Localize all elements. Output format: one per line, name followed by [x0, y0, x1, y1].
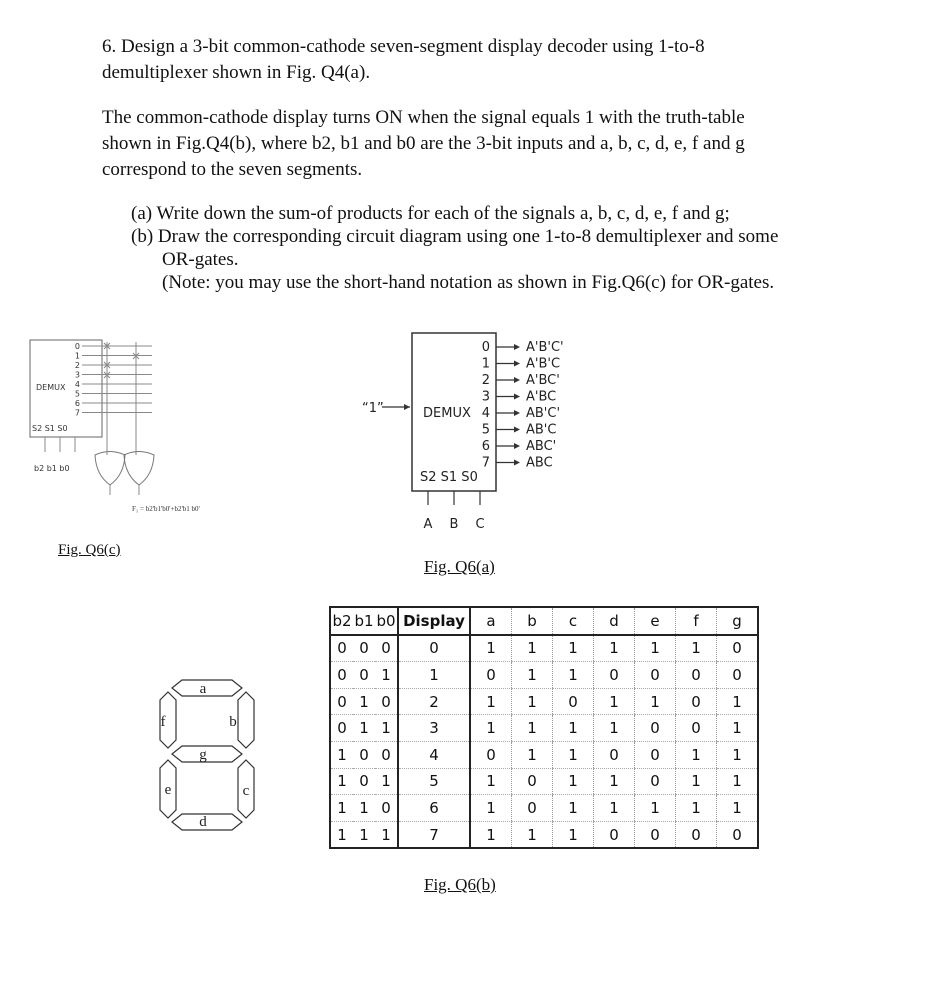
table-cell: 0 — [635, 741, 676, 768]
table-cell: 0 — [717, 821, 759, 848]
table-cell: 6 — [398, 795, 470, 822]
fig-c-demux-label: DEMUX — [36, 383, 66, 392]
header-b: b — [512, 607, 553, 635]
question-line-1: 6. Design a 3-bit common-cathode seven-segment display decoder using 1-to-8 — [102, 36, 705, 57]
fig-c-equation: F₁ = b2'b1'b0'+b2'b1 b0' — [132, 505, 200, 513]
table-cell: 1 — [470, 688, 512, 715]
segment-g — [172, 746, 242, 762]
table-cell: 1 — [353, 821, 375, 848]
table-row — [330, 688, 758, 715]
question-line-4: shown in Fig.Q4(b), where b2, b1 and b0 are the 3-bit inputs and a, b, c, d, e, f and g — [102, 133, 745, 154]
table-cell: 1 — [470, 795, 512, 822]
fig-a-output-term: A'BC — [526, 389, 557, 405]
table-cell: 1 — [330, 741, 353, 768]
segment-label-f: f — [160, 714, 166, 730]
table-cell: 4 — [398, 741, 470, 768]
fig-a-output-number: 6 — [481, 439, 490, 454]
table-cell: 1 — [512, 662, 553, 689]
fig-a-var-a: A — [423, 517, 433, 532]
segment-label-e: e — [164, 782, 172, 798]
table-cell: 0 — [635, 662, 676, 689]
table-cell: 0 — [553, 688, 594, 715]
table-cell: 1 — [717, 715, 759, 742]
table-cell: 1 — [512, 715, 553, 742]
table-cell: 0 — [375, 795, 398, 822]
table-cell: 1 — [717, 795, 759, 822]
fig-a-output-term: AB'C' — [526, 406, 561, 421]
part-b-line-2: OR-gates. — [162, 249, 239, 270]
table-row — [330, 768, 758, 795]
fig-a-output-arrow — [514, 377, 520, 383]
table-cell: 0 — [594, 821, 635, 848]
table-cell: 0 — [512, 768, 553, 795]
table-cell: 1 — [594, 715, 635, 742]
table-cell: 1 — [375, 662, 398, 689]
table-row — [330, 821, 758, 848]
fig-c-output-number: 2 — [74, 361, 80, 370]
table-cell: 1 — [553, 795, 594, 822]
table-cell: 0 — [717, 635, 759, 662]
header-c: c — [553, 607, 594, 635]
table-cell: 1 — [635, 635, 676, 662]
fig-a-output-term: ABC — [526, 455, 553, 471]
fig-c-output-number: 6 — [74, 399, 80, 408]
fig-a-output-number: 7 — [481, 455, 490, 471]
fig-a-output-number: 2 — [481, 373, 490, 388]
segment-d — [172, 814, 242, 830]
segment-label-c: c — [242, 783, 250, 799]
fig-a-output-arrow — [514, 460, 520, 466]
table-cell: 0 — [635, 768, 676, 795]
table-cell: 1 — [553, 741, 594, 768]
table-cell: 1 — [594, 768, 635, 795]
segment-label-b: b — [229, 714, 237, 730]
table-cell: 0 — [330, 715, 353, 742]
fig-a-input-label: “1” — [362, 401, 384, 416]
header-g: g — [717, 607, 759, 635]
table-cell: 0 — [353, 635, 375, 662]
fig-c-output-number: 5 — [74, 389, 80, 399]
table-cell: 1 — [717, 768, 759, 795]
table-cell: 0 — [676, 688, 717, 715]
fig-c-diagram — [20, 330, 260, 530]
table-cell: 0 — [353, 741, 375, 768]
table-cell: 1 — [375, 821, 398, 848]
table-cell: 1 — [553, 768, 594, 795]
table-cell: 1 — [330, 795, 353, 822]
table-cell: 1 — [470, 768, 512, 795]
part-a: (a) Write down the sum-of products for each of the signals a, b, c, d, e, f and g; — [131, 203, 730, 224]
table-cell: 1 — [353, 715, 375, 742]
fig-a-demux-label: DEMUX — [423, 406, 471, 421]
table-cell: 1 — [717, 688, 759, 715]
table-cell: 0 — [717, 662, 759, 689]
fig-a-output-arrow — [514, 443, 520, 449]
table-cell: 1 — [512, 635, 553, 662]
segment-a — [172, 680, 242, 696]
table-cell: 0 — [470, 662, 512, 689]
header-display: Display — [398, 607, 470, 635]
table-cell: 1 — [635, 688, 676, 715]
segment-label-g: g — [199, 747, 207, 763]
table-cell: 0 — [676, 662, 717, 689]
table-cell: 0 — [375, 688, 398, 715]
fig-b-caption: Fig. Q6(b) — [424, 875, 496, 894]
fig-a-output-number: 0 — [481, 340, 490, 355]
segment-b — [238, 692, 254, 748]
table-cell: 1 — [330, 768, 353, 795]
table-cell: 1 — [512, 741, 553, 768]
fig-a-diagram — [350, 325, 620, 540]
table-cell: 0 — [635, 821, 676, 848]
fig-a-output-term: A'BC' — [526, 373, 560, 388]
table-cell: 0 — [594, 741, 635, 768]
fig-a-output-term: A'B'C — [526, 356, 561, 372]
table-cell: 0 — [676, 821, 717, 848]
header-f: f — [676, 607, 717, 635]
seven-segment-display — [148, 676, 272, 836]
table-row — [330, 662, 758, 689]
table-cell: 1 — [594, 795, 635, 822]
header-b1: b1 — [353, 607, 375, 635]
table-cell: 1 — [553, 821, 594, 848]
table-cell: 0 — [330, 635, 353, 662]
table-cell: 0 — [635, 715, 676, 742]
fig-a-output-arrow — [514, 344, 520, 350]
table-cell: 1 — [375, 715, 398, 742]
table-cell: 1 — [553, 662, 594, 689]
table-cell: 1 — [553, 715, 594, 742]
table-cell: 1 — [635, 795, 676, 822]
table-cell: 1 — [512, 821, 553, 848]
table-row — [330, 795, 758, 822]
question-line-3: The common-cathode display turns ON when the signal equals 1 with the truth-table — [102, 107, 745, 128]
fig-c-output-number: 7 — [74, 408, 80, 418]
table-cell: 0 — [375, 741, 398, 768]
question-line-5: correspond to the seven segments. — [102, 159, 363, 180]
fig-a-output-number: 1 — [481, 356, 490, 372]
table-cell: 1 — [676, 635, 717, 662]
fig-c-output-number: 4 — [74, 380, 80, 389]
header-e: e — [635, 607, 676, 635]
table-row — [330, 635, 758, 662]
fig-a-output-term: AB'C — [526, 422, 557, 438]
table-cell: 1 — [594, 635, 635, 662]
table-cell: 0 — [330, 662, 353, 689]
table-cell: 0 — [594, 662, 635, 689]
truth-table-header — [330, 607, 758, 635]
fig-c-selects: S2 S1 S0 — [32, 424, 68, 433]
fig-a-caption: Fig. Q6(a) — [424, 557, 495, 576]
table-cell: 1 — [676, 795, 717, 822]
table-cell: 1 — [470, 715, 512, 742]
table-cell: 1 — [470, 821, 512, 848]
header-d: d — [594, 607, 635, 635]
header-b2: b2 — [330, 607, 353, 635]
fig-a-output-arrow — [514, 394, 520, 400]
table-cell: 1 — [353, 795, 375, 822]
table-cell: 1 — [330, 821, 353, 848]
table-cell: 0 — [398, 635, 470, 662]
table-cell: 1 — [512, 688, 553, 715]
fig-c-output-number: 0 — [74, 342, 80, 351]
header-b0: b0 — [375, 607, 398, 635]
table-cell: 1 — [676, 741, 717, 768]
table-cell: 1 — [398, 662, 470, 689]
truth-table — [329, 606, 759, 849]
segment-label-a: a — [199, 681, 207, 697]
table-cell: 0 — [470, 741, 512, 768]
segment-label-d: d — [199, 814, 207, 830]
table-cell: 1 — [553, 635, 594, 662]
table-cell: 2 — [398, 688, 470, 715]
table-cell: 1 — [717, 741, 759, 768]
fig-a-output-term: A'B'C' — [526, 340, 564, 355]
fig-a-var-c: C — [475, 517, 485, 532]
part-b-line-1: (b) Draw the corresponding circuit diagram using one 1-to-8 demultiplexer and some — [131, 226, 779, 247]
table-cell: 1 — [594, 688, 635, 715]
fig-c-caption: Fig. Q6(c) — [58, 542, 121, 558]
table-cell: 1 — [375, 768, 398, 795]
fig-a-output-number: 3 — [481, 389, 490, 405]
fig-c-output-number: 3 — [74, 370, 80, 380]
fig-c-inputs: b2 b1 b0 — [34, 464, 70, 473]
note: (Note: you may use the short-hand notation as shown in Fig.Q6(c) for OR-gates. — [162, 272, 775, 293]
header-a: a — [470, 607, 512, 635]
table-cell: 1 — [470, 635, 512, 662]
table-row — [330, 741, 758, 768]
fig-a-output-number: 5 — [481, 422, 490, 438]
fig-a-output-term: ABC' — [526, 439, 557, 454]
table-cell: 0 — [353, 662, 375, 689]
table-cell: 0 — [375, 635, 398, 662]
table-cell: 5 — [398, 768, 470, 795]
question-line-2: demultiplexer shown in Fig. Q4(a). — [102, 62, 371, 83]
fig-a-var-b: B — [449, 517, 459, 532]
table-cell: 3 — [398, 715, 470, 742]
table-row — [330, 715, 758, 742]
table-cell: 7 — [398, 821, 470, 848]
fig-a-output-arrow — [514, 410, 520, 416]
table-cell: 0 — [512, 795, 553, 822]
fig-a-output-number: 4 — [481, 406, 490, 421]
fig-a-output-arrow — [514, 361, 520, 367]
table-cell: 1 — [353, 688, 375, 715]
table-cell: 0 — [676, 715, 717, 742]
table-cell: 0 — [330, 688, 353, 715]
fig-c-output-number: 1 — [74, 351, 80, 361]
fig-a-output-arrow — [514, 427, 520, 433]
table-cell: 1 — [676, 768, 717, 795]
fig-a-select-label: S2 S1 S0 — [420, 470, 478, 485]
table-cell: 0 — [353, 768, 375, 795]
